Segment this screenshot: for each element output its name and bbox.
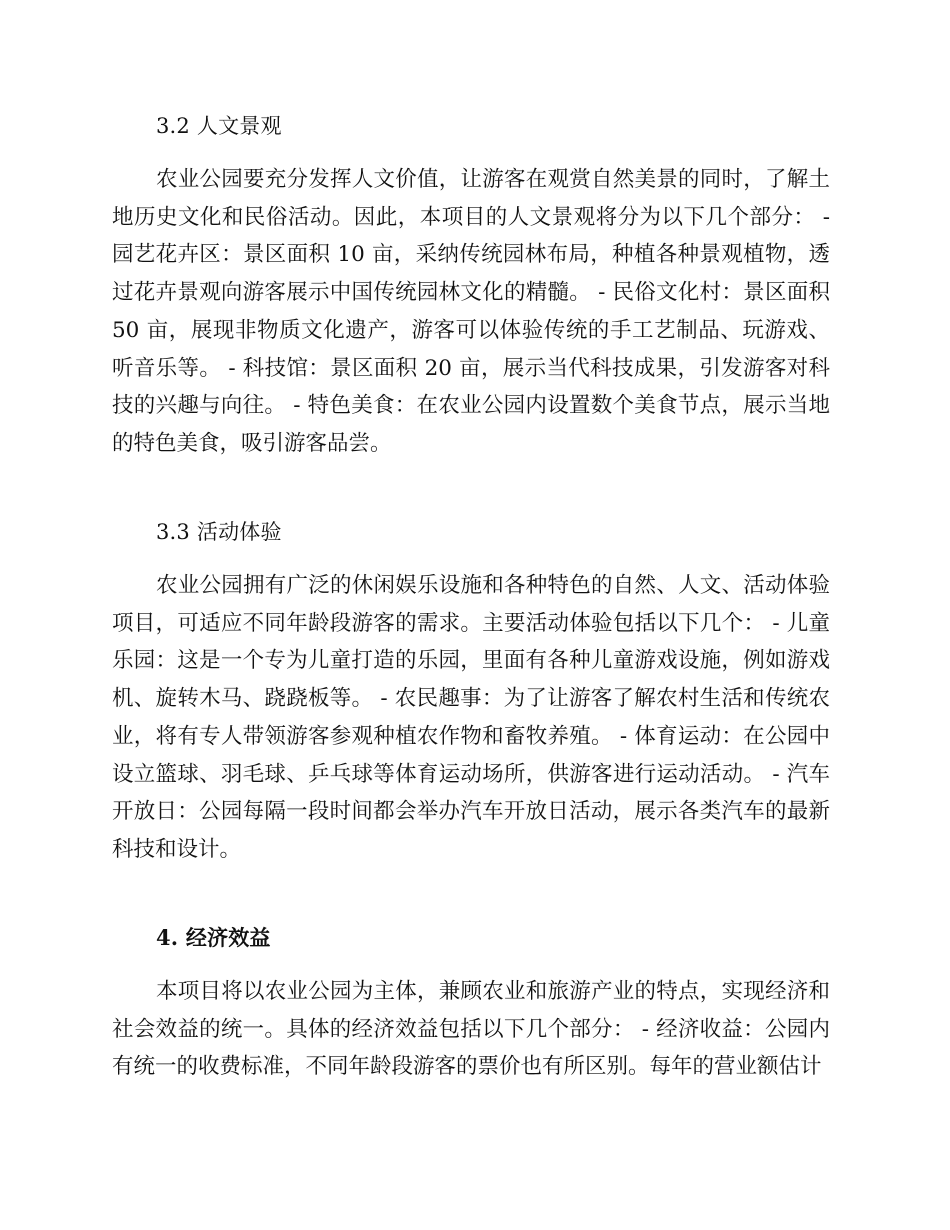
section-heading: 4. 经济效益 [156,925,271,950]
section-economic-benefits [112,923,830,1086]
section-heading: 3.2 人文景观 [156,114,282,138]
section-paragraph: 本项目将以农业公园为主体，兼顾农业和旅游产业的特点，实现经济和社会效益的统一。具体的经济效益包括以下几个部分： - 经济收益：公园内有统一的收费标准，不同年龄段游客的票价也有所区别。每年的营业额估计 [112,979,830,1080]
section-heading: 3.3 活动体验 [156,520,282,544]
section-paragraph: 农业公园要充分发挥人文价值，让游客在观赏自然美景的同时，了解土地历史文化和民俗活动。因此，本项目的人文景观将分为以下几个部分： - 园艺花卉区：景区面积 10 亩，采纳传统园林布局，种植各种景观植物，透过花卉景观向游客展示中国传统园林文化的精髓。 - 民俗文化村：景区面积 50 亩，展现非物质文化遗产，游客可以体验传统的手工艺制品、玩游戏、听音乐等。 - 科技馆：景区面积 20 亩，展示当代科技成果，引发游客对科技的兴趣与向往。 - 特色美食：在农业公园内设置数个美食节点，展示当地的特色美食，吸引游客品尝。 [112,167,830,456]
section-humanities-landscape [112,111,830,463]
section-paragraph: 农业公园拥有广泛的休闲娱乐设施和各种特色的自然、人文、活动体验项目，可适应不同年龄段游客的需求。主要活动体验包括以下几个： - 儿童乐园：这是一个专为儿童打造的乐园，里面有各种儿童游戏设施，例如游戏机、旋转木马、跷跷板等。 - 农民趣事：为了让游客了解农村生活和传统农业，将有专人带领游客参观种植农作物和畜牧养殖。 - 体育运动：在公园中设立篮球、羽毛球、乒乓球等体育运动场所，供游客进行运动活动。 - 汽车开放日：公园每隔一段时间都会举办汽车开放日活动，展示各类汽车的最新科技和设计。 [112,573,830,862]
section-activity-experience [112,517,830,869]
